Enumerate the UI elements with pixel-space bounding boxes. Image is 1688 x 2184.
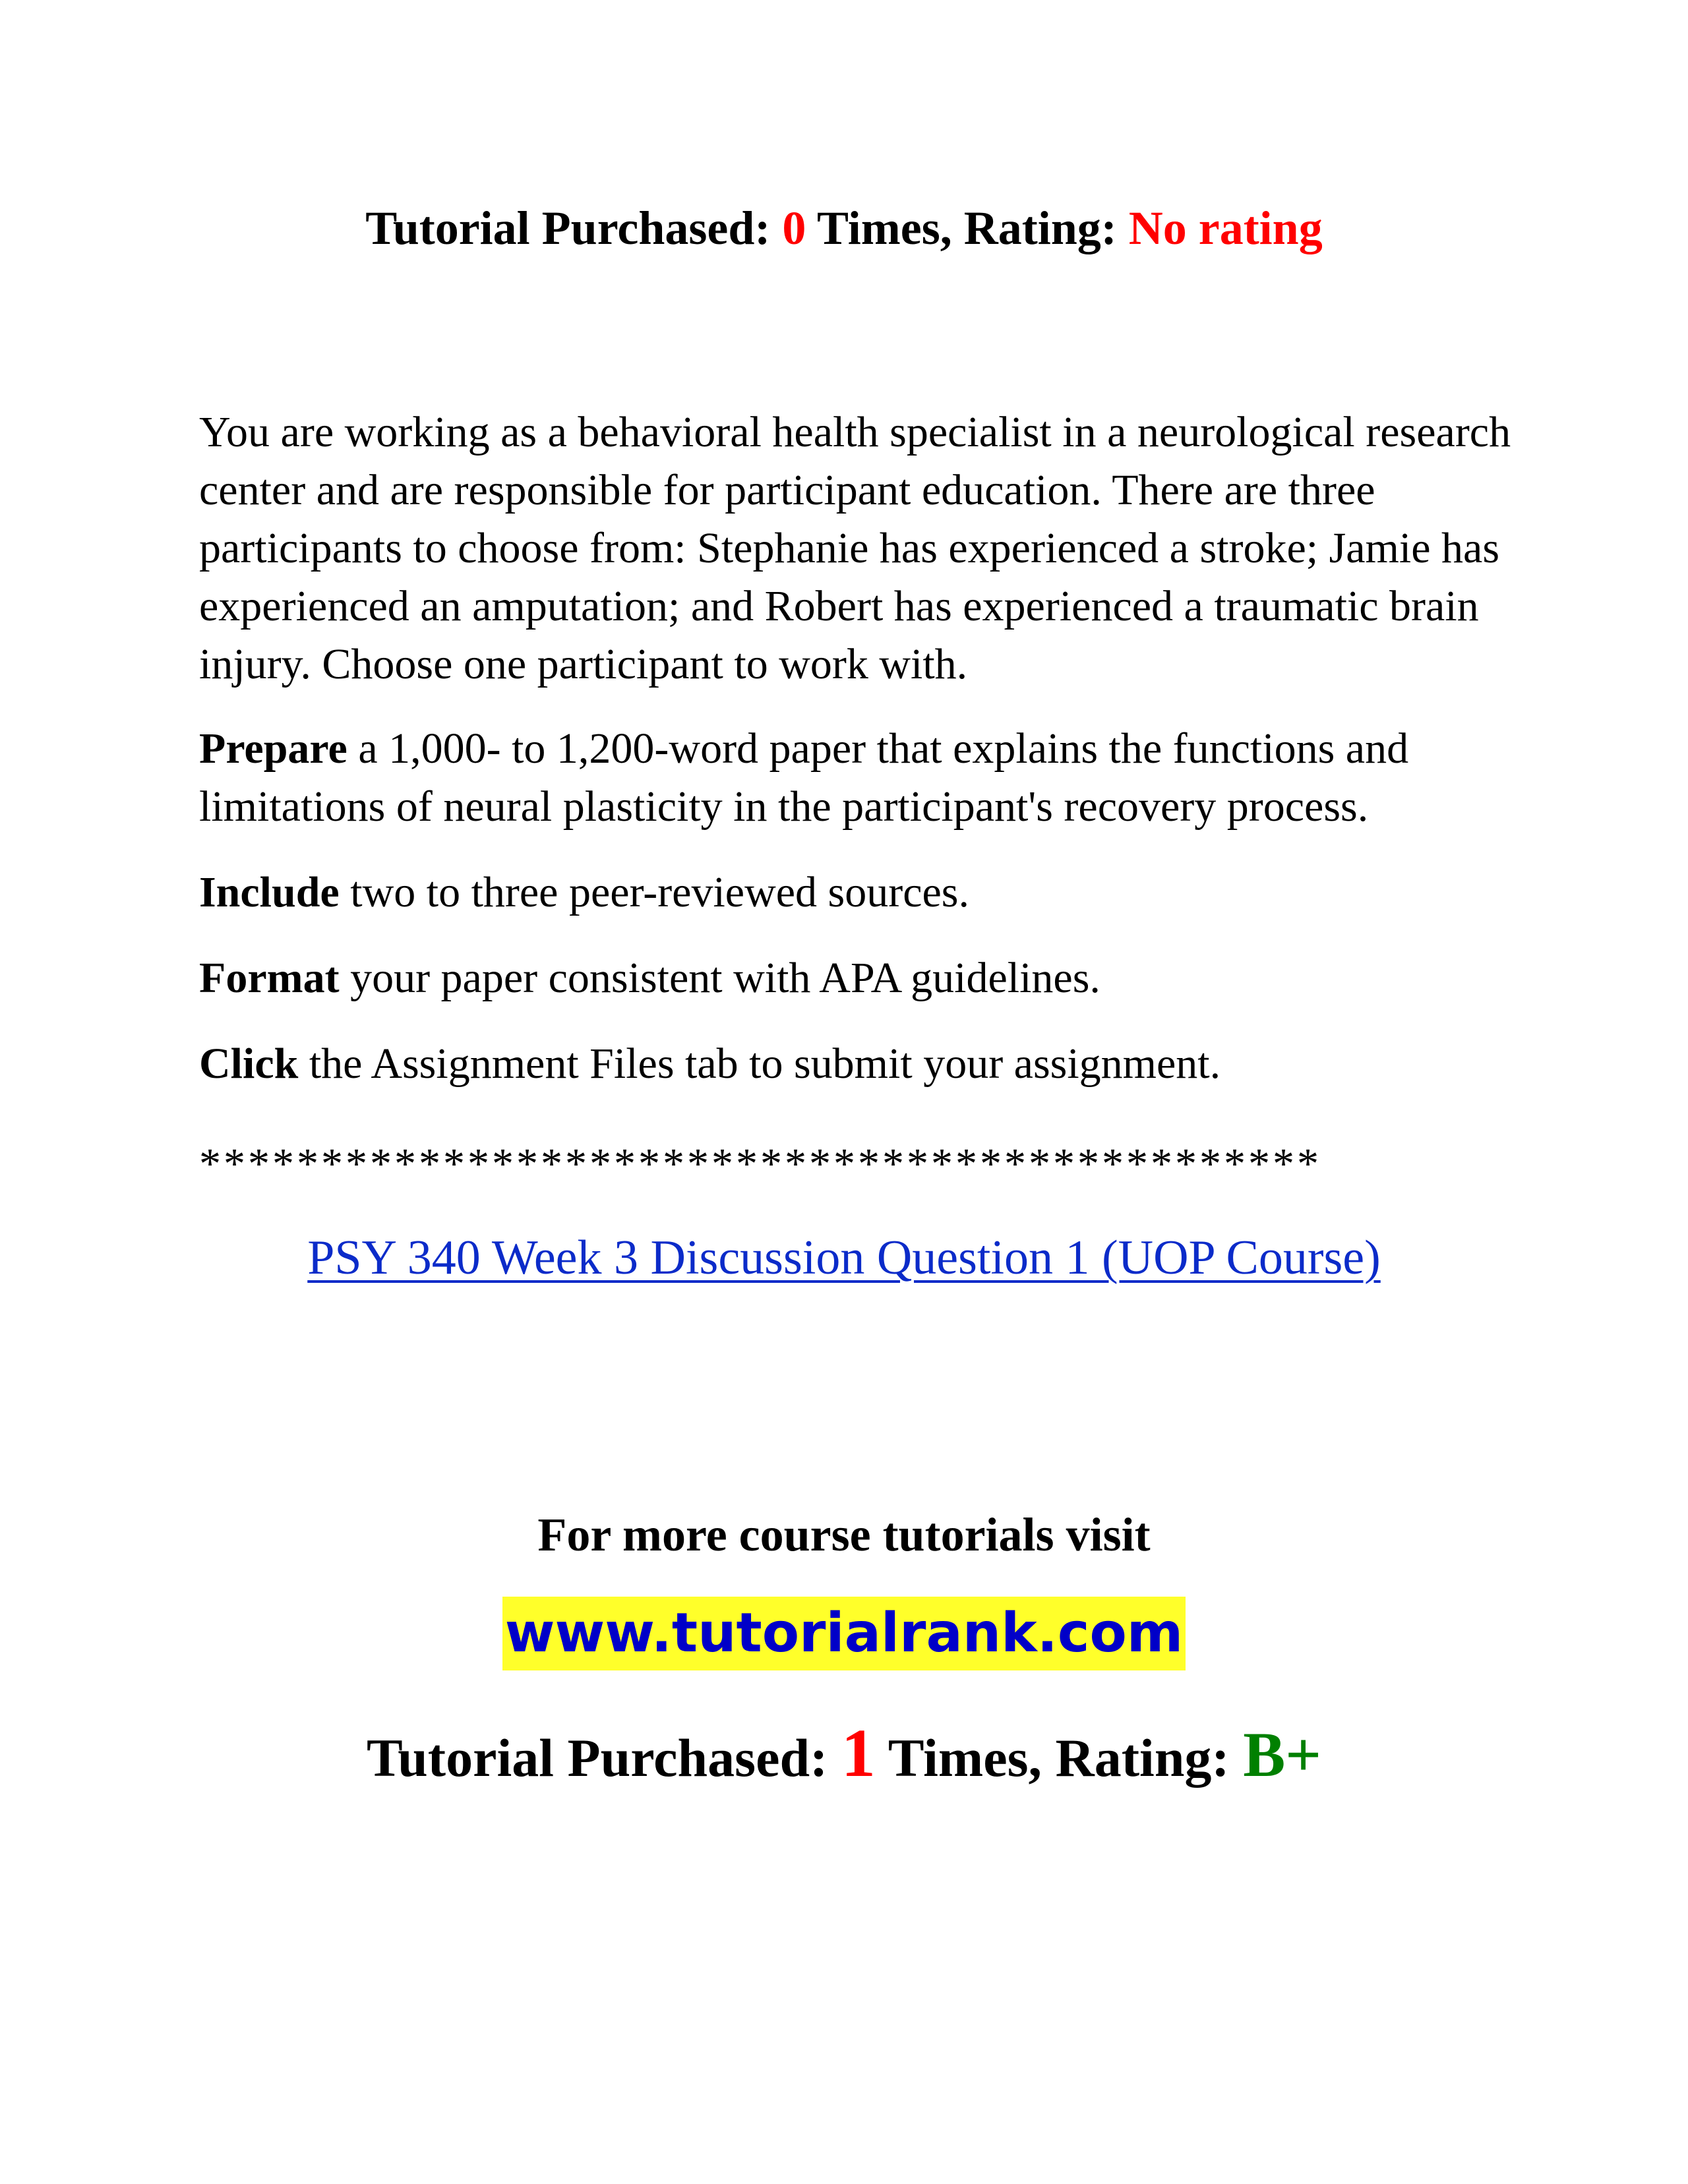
instruction-prepare [199,720,1511,836]
instruction-click [199,1035,1511,1093]
site-url-row [0,1597,1688,1670]
instruction-text: a 1,000- to 1,200-word paper that explains the functions and limitations of neural plasticity in the participant's recovery process. [199,724,1409,831]
instruction-keyword: Format [199,954,340,1002]
status-prefix: Tutorial Purchased: [367,1728,841,1788]
status-prefix: Tutorial Purchased: [365,202,783,254]
status-middle: Times, Rating: [875,1728,1244,1788]
instruction-keyword: Include [199,868,340,916]
intro-paragraph: You are working as a behavioral health specialist in a neurological research center and are responsible for participant education. There are three participants to choose from: Stephanie has experienced a stroke; Jamie has experienced an amputation; and Robert has experienced a traumatic brain injury. Choose one participant to work with. [199,408,1511,688]
separator-line: ********************************************** [199,1140,1321,1188]
next-tutorial-link[interactable]: PSY 340 Week 3 Discussion Question 1 (UOP Course) [307,1231,1381,1285]
instruction-text: your paper consistent with APA guidelines. [339,954,1100,1002]
status-middle: Times, Rating: [806,202,1129,254]
purchase-count: 1 [841,1715,876,1791]
purchase-status-bottom [0,1717,1688,1794]
instruction-format [199,949,1511,1007]
instruction-include [199,864,1511,922]
instruction-text: the Assignment Files tab to submit your assignment. [298,1040,1221,1088]
next-tutorial-link-row [0,1225,1688,1291]
rating-value: B+ [1243,1719,1321,1790]
instruction-keyword: Click [199,1040,299,1088]
more-tutorials-cta: For more course tutorials visit [537,1508,1151,1561]
purchase-count: 0 [782,202,806,254]
rating-value: No rating [1128,202,1323,254]
site-url-highlight[interactable]: www.tutorialrank.com [502,1597,1186,1670]
assignment-description [199,403,1511,1121]
instruction-text: two to three peer-reviewed sources. [339,868,969,916]
instruction-keyword: Prepare [199,724,347,773]
purchase-status-top [0,195,1688,261]
